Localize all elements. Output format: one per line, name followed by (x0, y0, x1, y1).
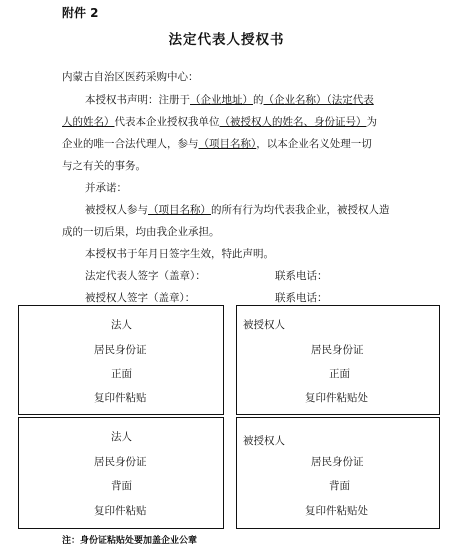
box-label: 居民身份证 (311, 456, 364, 468)
declaration-text: 本授权书声明：注册于 (85, 94, 190, 106)
box-label: 正面 (111, 368, 132, 380)
effective-statement: 本授权书于年月日签字生效，特此声明。 (85, 248, 274, 260)
declaration-text: 的 (253, 94, 264, 106)
box-label: 法人 (111, 431, 132, 443)
declaration-text: ，以本企业名义处理一切 (256, 138, 372, 150)
box-label: 居民身份证 (94, 456, 147, 468)
box-label: 法人 (111, 319, 132, 331)
company-name-field: （企业名称）（法定代表 (263, 94, 374, 106)
contact-phone-label-1: 联系电话： (275, 270, 328, 282)
authorized-signature-label: 被授权人签字（盖章）： (85, 292, 196, 304)
footnote: 注：身份证粘贴处要加盖企业公章 (62, 536, 198, 546)
box-label: 居民身份证 (311, 344, 364, 356)
box-label: 背面 (329, 480, 350, 492)
declaration-line-2 (62, 115, 377, 129)
contact-phone-label-2: 联系电话： (275, 292, 328, 304)
declaration-line-4: 与之有关的事务。 (62, 160, 146, 172)
authorized-id-front-box (236, 305, 440, 415)
commitment-text: 的所有行为均代表我企业，被授权人造 (211, 204, 390, 216)
box-label: 复印件粘贴 (94, 392, 147, 404)
authorized-id-back-box (236, 417, 440, 529)
box-label: 居民身份证 (94, 344, 147, 356)
box-label: 复印件粘贴处 (305, 392, 368, 404)
declaration-text: 企业的唯一合法代理人，参与 (62, 138, 199, 150)
legal-rep-id-back-box (18, 417, 224, 529)
attachment-label: 附件 2 (62, 6, 99, 20)
project-name-field: （项目名称） (148, 204, 211, 216)
box-label: 正面 (329, 368, 350, 380)
box-label: 背面 (111, 480, 132, 492)
commitment-line-2: 成的一切后果，均由我企业承担。 (62, 226, 220, 238)
commitment-line-1 (85, 203, 390, 217)
company-address-field: （企业地址） (190, 94, 253, 106)
declaration-text: 为 (366, 116, 377, 128)
document-title: 法定代表人授权书 (168, 32, 285, 48)
commit-heading: 并承诺： (85, 182, 127, 194)
authorized-person-field: （被授权人的姓名、身份证号） (219, 116, 367, 128)
legal-rep-signature-label: 法定代表人签字（盖章）： (85, 270, 206, 282)
box-label: 被授权人 (243, 435, 285, 447)
declaration-line-1 (85, 93, 374, 107)
declaration-text: 代表本企业授权我单位 (114, 116, 220, 128)
box-label: 被授权人 (243, 319, 285, 331)
legal-rep-id-front-box (18, 305, 224, 415)
box-label: 复印件粘贴 (94, 505, 147, 517)
declaration-line-3 (62, 137, 372, 151)
legal-rep-name-field: 人的姓名） (62, 116, 115, 128)
box-label: 复印件粘贴处 (305, 505, 368, 517)
project-name-field: （项目名称） (198, 138, 257, 150)
commitment-text: 被授权人参与 (85, 204, 148, 216)
addressee: 内蒙古自治区医药采购中心： (62, 71, 199, 83)
